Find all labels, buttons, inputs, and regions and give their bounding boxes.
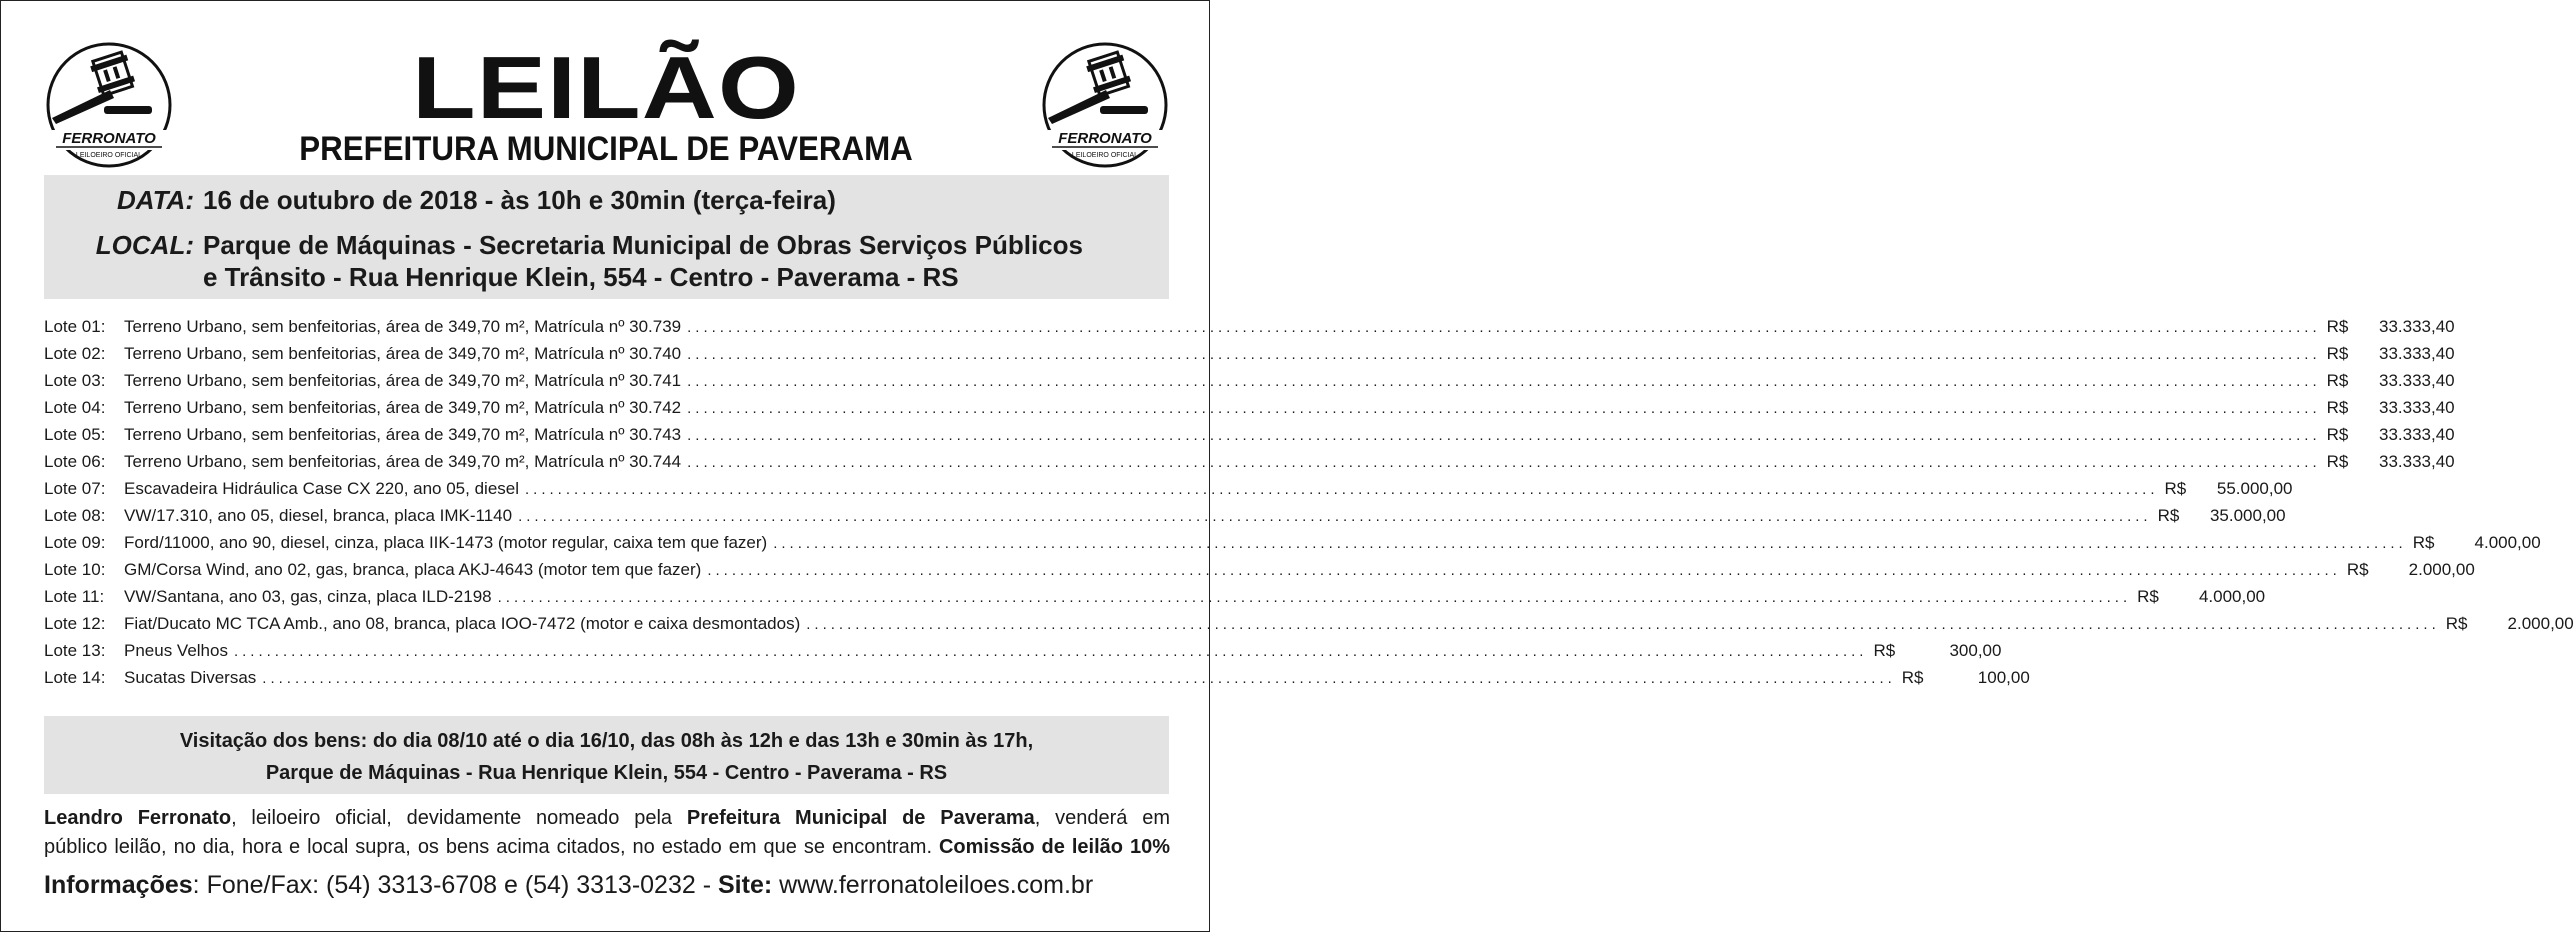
lot-description: Terreno Urbano, sem benfeitorias, área de 349,70 m², Matrícula nº 30.741 (124, 371, 682, 390)
page-title: LEILÃO (412, 38, 800, 137)
lot-number: Lote 13: (44, 641, 106, 660)
lot-leader-dots: ........................................................................................................................................................................................................ (525, 481, 2159, 498)
lot-row (44, 448, 2455, 475)
lot-currency: R$ (2157, 506, 2180, 525)
lot-description: Ford/11000, ano 90, diesel, cinza, placa IIK-1473 (motor regular, caixa tem que fazer) (124, 533, 768, 552)
lot-currency: R$ (2326, 317, 2349, 336)
lot-value: 35.000,00 (2209, 506, 2286, 525)
lot-description: Sucatas Diversas (124, 668, 257, 687)
lot-number: Lote 05: (44, 425, 106, 444)
lot-number: Lote 02: (44, 344, 106, 363)
lot-number: Lote 04: (44, 398, 106, 417)
lot-currency: R$ (2326, 344, 2349, 363)
lot-leader-dots: ........................................................................................................................................................................................................ (687, 319, 2321, 336)
page-subtitle: PREFEITURA MUNICIPAL DE PAVERAMA (299, 130, 913, 168)
notice-text-2: , venderá em (1034, 807, 1171, 829)
lot-description: Terreno Urbano, sem benfeitorias, área de 349,70 m², Matrícula nº 30.744 (124, 452, 682, 471)
lot-row (44, 313, 2455, 340)
lot-row (44, 421, 2455, 448)
date-text: 16 de outubro de 2018 - às 10h e 30min (terça-feira) (203, 185, 836, 215)
notice-line-1 (44, 804, 1170, 833)
lot-number: Lote 08: (44, 506, 106, 525)
lot-row (44, 556, 2475, 583)
lot-currency: R$ (2412, 533, 2435, 552)
visitation-box (44, 716, 1169, 794)
lot-row (44, 394, 2455, 421)
lot-description: Fiat/Ducato MC TCA Amb., ano 08, branca, placa IOO-7472 (motor e caixa desmontados) (124, 614, 801, 633)
lot-leader-dots: ........................................................................................................................................................................................................ (687, 346, 2321, 363)
lot-currency: R$ (1873, 641, 1896, 660)
svg-text:LEILOEIRO OFICIAL: LEILOEIRO OFICIAL (1071, 152, 1139, 159)
lot-description: Terreno Urbano, sem benfeitorias, área de 349,70 m², Matrícula nº 30.739 (124, 317, 682, 336)
place-label: LOCAL: (95, 230, 194, 260)
place-line-2: e Trânsito - Rua Henrique Klein, 554 - Centro - Paverama - RS (203, 262, 959, 292)
lot-description: VW/Santana, ano 03, gas, cinza, placa ILD-2198 (124, 587, 492, 606)
lot-leader-dots: ........................................................................................................................................................................................................ (233, 643, 1868, 660)
entity-name: Prefeitura Municipal de Paverama (686, 807, 1035, 829)
lot-number: Lote 07: (44, 479, 106, 498)
lot-value: 2.000,00 (2507, 614, 2574, 633)
lot-leader-dots: ........................................................................................................................................................................................................ (687, 454, 2321, 471)
lot-value: 33.333,40 (2378, 317, 2455, 336)
lot-number: Lote 03: (44, 371, 106, 390)
lot-number: Lote 12: (44, 614, 106, 633)
lot-row (44, 367, 2455, 394)
lot-description: Terreno Urbano, sem benfeitorias, área de 349,70 m², Matrícula nº 30.742 (124, 398, 682, 417)
notice-line-2 (44, 833, 1170, 862)
lot-row (44, 664, 2030, 691)
lot-row (44, 502, 2286, 529)
info-label: Informações (44, 871, 193, 899)
lot-number: Lote 09: (44, 533, 106, 552)
lot-currency: R$ (2326, 425, 2349, 444)
lot-description: VW/17.310, ano 05, diesel, branca, placa IMK-1140 (124, 506, 513, 525)
lot-currency: R$ (2346, 560, 2369, 579)
site-url[interactable]: www.ferronatoleiloes.com.br (772, 871, 1094, 899)
lot-currency: R$ (2326, 398, 2349, 417)
lot-row (44, 583, 2266, 610)
lot-leader-dots: ........................................................................................................................................................................................................ (518, 508, 2152, 525)
lot-value: 33.333,40 (2378, 425, 2455, 444)
auctioneer-name: Leandro Ferronato (44, 807, 232, 829)
contact-line (44, 868, 1170, 902)
lot-row (44, 340, 2455, 367)
lot-row (44, 529, 2541, 556)
auction-notice-paragraph (44, 804, 1170, 862)
svg-text:FERRONATO: FERRONATO (1058, 130, 1152, 147)
lot-value: 33.333,40 (2378, 371, 2455, 390)
lot-description: Terreno Urbano, sem benfeitorias, área de 349,70 m², Matrícula nº 30.743 (124, 425, 682, 444)
lot-leader-dots: ........................................................................................................................................................................................................ (707, 562, 2341, 579)
lot-value: 33.333,40 (2378, 452, 2455, 471)
event-info-box (44, 175, 1169, 299)
lot-leader-dots: ........................................................................................................................................................................................................ (262, 670, 1896, 687)
lot-description: Terreno Urbano, sem benfeitorias, área de 349,70 m², Matrícula nº 30.740 (124, 344, 682, 363)
lot-number: Lote 10: (44, 560, 106, 579)
lot-leader-dots: ........................................................................................................................................................................................................ (687, 427, 2321, 444)
lot-number: Lote 06: (44, 452, 106, 471)
lot-value: 33.333,40 (2378, 344, 2455, 363)
lot-description: Pneus Velhos (124, 641, 228, 660)
lot-currency: R$ (1901, 668, 1924, 687)
phone-numbers: : Fone/Fax: (54) 3313-6708 e (54) 3313-0232 - (192, 871, 718, 899)
lot-value: 33.333,40 (2378, 398, 2455, 417)
lot-value: 100,00 (1977, 668, 2030, 687)
lot-leader-dots: ........................................................................................................................................................................................................ (773, 535, 2407, 552)
lot-value: 4.000,00 (2474, 533, 2541, 552)
lot-row (44, 610, 2574, 637)
notice-text-1: , leiloeiro oficial, devidamente nomeado pela (231, 807, 687, 829)
lots-list (44, 313, 2574, 691)
lot-value: 2.000,00 (2408, 560, 2475, 579)
lot-leader-dots: ........................................................................................................................................................................................................ (806, 616, 2440, 633)
lot-row (44, 637, 2002, 664)
lot-number: Lote 01: (44, 317, 106, 336)
lot-leader-dots: ........................................................................................................................................................................................................ (687, 400, 2321, 417)
commission-text: Comissão de leilão 10% (938, 836, 1171, 858)
lot-description: GM/Corsa Wind, ano 02, gas, branca, placa AKJ-4643 (motor tem que fazer) (124, 560, 702, 579)
lot-currency: R$ (2445, 614, 2468, 633)
svg-text:FERRONATO: FERRONATO (62, 130, 156, 147)
lot-row (44, 475, 2293, 502)
svg-text:LEILOEIRO OFICIAL: LEILOEIRO OFICIAL (75, 152, 143, 159)
lot-value: 300,00 (1949, 641, 2002, 660)
lot-currency: R$ (2164, 479, 2187, 498)
lot-currency: R$ (2137, 587, 2159, 606)
lot-number: Lote 11: (44, 587, 105, 606)
notice-text-3: público leilão, no dia, hora e local supra, os bens acima citados, no estado em que se encontram. (44, 836, 939, 858)
lot-leader-dots: ........................................................................................................................................................................................................ (687, 373, 2321, 390)
date-label: DATA: (116, 185, 194, 215)
visitation-line-2: Parque de Máquinas - Rua Henrique Klein, 554 - Centro - Paverama - RS (265, 762, 948, 784)
lot-currency: R$ (2326, 452, 2349, 471)
lot-leader-dots: ........................................................................................................................................................................................................ (497, 589, 2132, 606)
lot-value: 4.000,00 (2198, 587, 2266, 606)
lot-value: 55.000,00 (2216, 479, 2293, 498)
site-label: Site: (718, 871, 773, 899)
place-line-1: Parque de Máquinas - Secretaria Municipal de Obras Serviços Públicos (203, 230, 1083, 260)
visitation-line-1: Visitação dos bens: do dia 08/10 até o dia 16/10, das 08h às 12h e das 13h e 30min às 17h, (179, 730, 1034, 752)
lot-number: Lote 14: (44, 668, 106, 687)
lot-currency: R$ (2326, 371, 2349, 390)
lot-description: Escavadeira Hidráulica Case CX 220, ano 05, diesel (124, 479, 520, 498)
